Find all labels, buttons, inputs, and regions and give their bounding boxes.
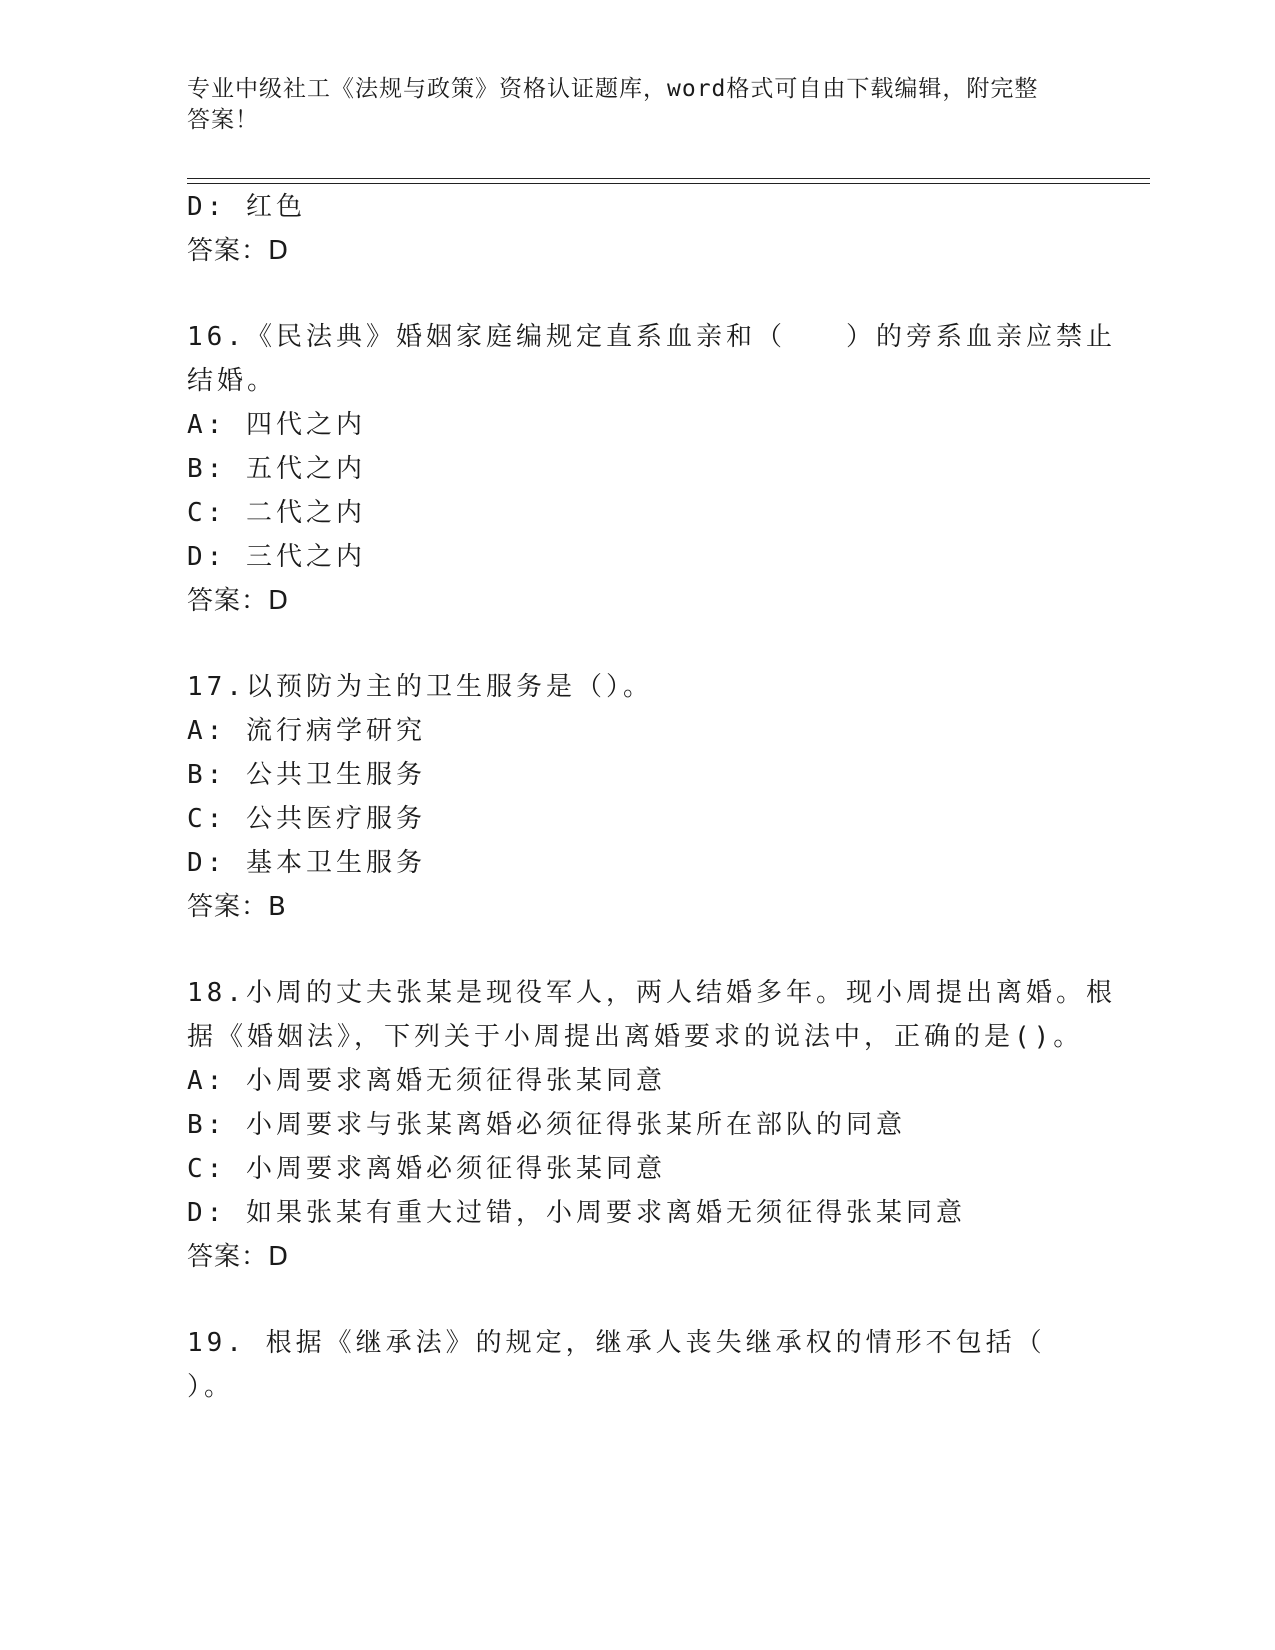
q16-stem-line-2: 结婚。 <box>187 366 278 396</box>
q17-answer: 答案：B <box>187 892 287 922</box>
q16-option-a: A: 四代之内 <box>187 410 366 440</box>
q19-stem-line-2: ）。 <box>187 1372 235 1402</box>
q18-option-c: C: 小周要求离婚必须征得张某同意 <box>187 1154 666 1184</box>
q17-option-b: B: 公共卫生服务 <box>187 760 426 790</box>
q16-stem-line-1: 16.《民法典》婚姻家庭编规定直系血亲和（ ）的旁系血亲应禁止 <box>187 322 1116 352</box>
prev-option-d: D: 红色 <box>187 192 306 222</box>
q17-stem-line-1: 17.以预防为主的卫生服务是（）。 <box>187 672 653 702</box>
q17-option-c: C: 公共医疗服务 <box>187 804 426 834</box>
q16-option-d: D: 三代之内 <box>187 542 366 572</box>
q16-option-c: C: 二代之内 <box>187 498 366 528</box>
q19-stem-line-1: 19. 根据《继承法》的规定，继承人丧失继承权的情形不包括（ <box>187 1328 1046 1358</box>
q18-answer: 答案：D <box>187 1242 290 1272</box>
header-divider-bottom <box>187 183 1150 184</box>
q18-stem-line-2: 据《婚姻法》，下列关于小周提出离婚要求的说法中，正确的是()。 <box>187 1022 1084 1052</box>
q17-option-d: D: 基本卫生服务 <box>187 848 426 878</box>
q16-answer: 答案：D <box>187 586 290 616</box>
q18-stem-line-1: 18.小周的丈夫张某是现役军人，两人结婚多年。现小周提出离婚。根 <box>187 978 1116 1008</box>
q16-option-b: B: 五代之内 <box>187 454 366 484</box>
q18-option-a: A: 小周要求离婚无须征得张某同意 <box>187 1066 666 1096</box>
q18-option-d: D: 如果张某有重大过错，小周要求离婚无须征得张某同意 <box>187 1198 966 1228</box>
q18-option-b: B: 小周要求与张某离婚必须征得张某所在部队的同意 <box>187 1110 906 1140</box>
header-divider-top <box>187 178 1150 179</box>
prev-answer: 答案：D <box>187 236 290 266</box>
q17-option-a: A: 流行病学研究 <box>187 716 426 746</box>
document-header-note <box>187 74 1067 136</box>
header-note-line-2: 答案！ <box>187 107 259 133</box>
header-note-line-1: 专业中级社工《法规与政策》资格认证题库，word格式可自由下载编辑，附完整 <box>187 76 1039 102</box>
